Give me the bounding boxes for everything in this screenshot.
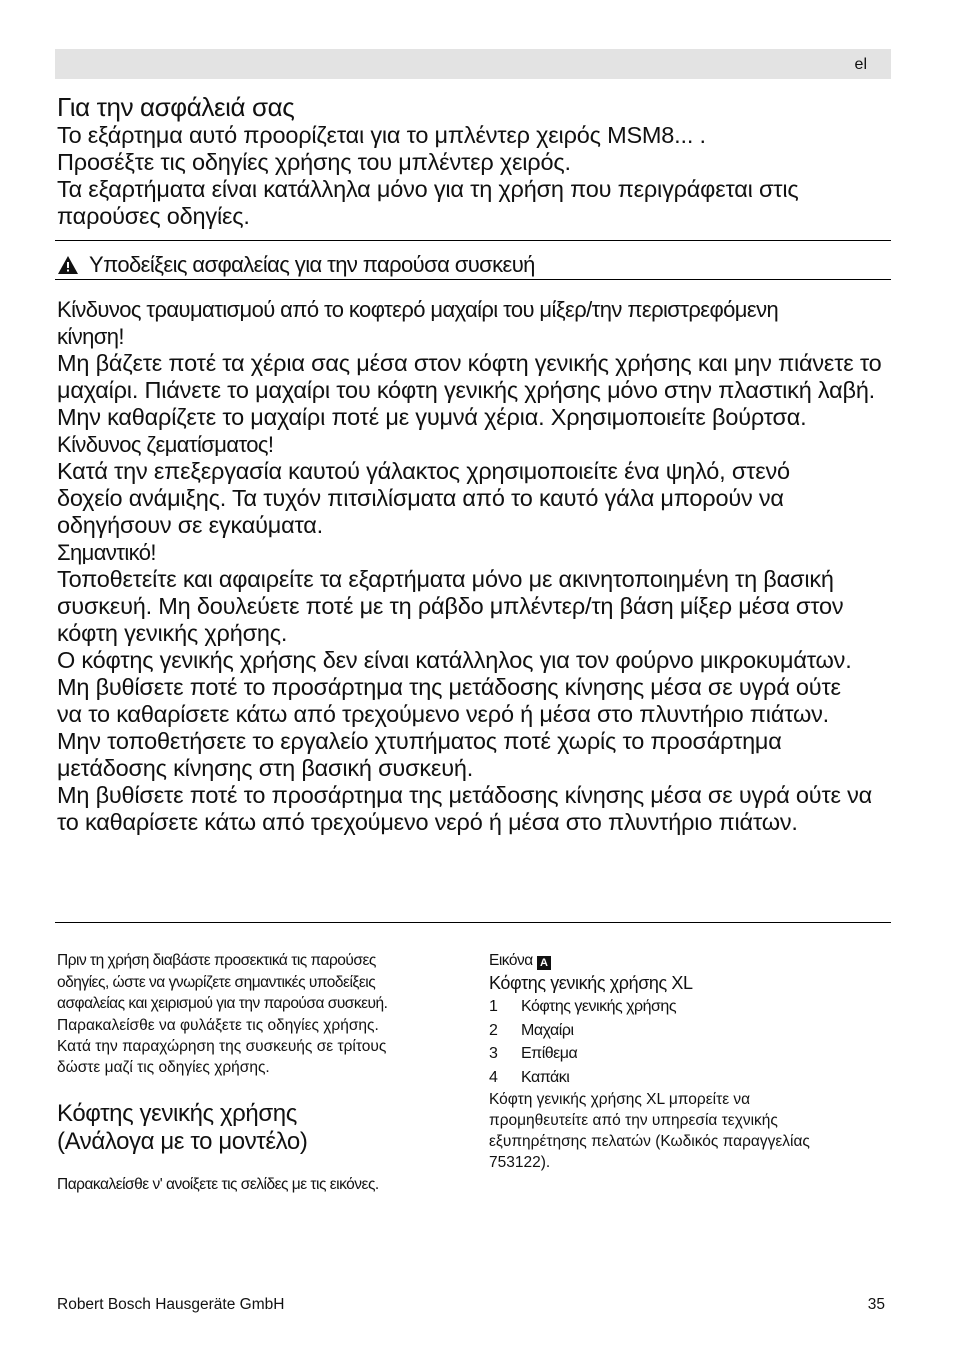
warning-triangle-icon <box>57 255 79 281</box>
important-text: Ο κόφτης γενικής χρήσης δεν είναι κατάλληλος για τον φούρνο μικροκυμάτων. Μη βυθίσετε ποτέ το προσάρτημα της μετάδοσης κίνησης μέσα σε υγρά ούτε να το καθαρίσετε κάτω από τρεχούμενο νερό ή μέσα στο πλυντήριο πιάτων. <box>57 647 852 727</box>
list-item <box>489 1019 869 1043</box>
list-item <box>489 1066 869 1090</box>
important-text: Μη βυθίσετε ποτέ το προσάρτημα της μετάδοσης κίνησης μέσα σε υγρά ούτε να το καθαρίσετε κάτω από τρεχούμενο νερό ή μέσα στο πλυντήριο πιάτων. <box>57 782 873 835</box>
safety-title: Για την ασφάλειά σας <box>57 92 295 122</box>
safety-line: Τα εξαρτήματα είναι κατάλληλα μόνο για τη χρήση που περιγράφεται στις παρούσες οδηγίες. <box>57 176 799 229</box>
divider <box>55 922 891 923</box>
section-heading: Κόφτης γενικής χρήσης (Ανάλογα με το μοντέλο) <box>57 1099 308 1155</box>
list-item <box>489 1042 869 1066</box>
parts-list-title: Κόφτης γενικής χρήσης XL <box>489 973 693 993</box>
safety-line: Προσέξτε τις οδηγίες χρήσης του μπλέντερ χειρός. <box>57 149 571 175</box>
part-label: Μαχαίρι <box>521 1021 574 1039</box>
language-header-bar <box>55 49 891 79</box>
open-pages-text: Παρακαλείσθε ν' ανοίξετε τις σελίδες με τις εικόνες. <box>57 1175 379 1193</box>
safety-line: Το εξάρτημα αυτό προορίζεται για το μπλέντερ χειρός MSM8... . <box>57 122 706 148</box>
part-label: Κόφτης γενικής χρήσης <box>521 998 677 1015</box>
availability-note: Κόφτη γενικής χρήσης XL μπορείτε να προμηθευτείτε από την υπηρεσία τεχνικής εξυπηρέτησης πελατών (Κωδικός παραγγελίας 753122). <box>489 1091 810 1171</box>
footer-company: Robert Bosch Hausgeräte GmbH <box>57 1296 285 1313</box>
figure-letter-badge: A <box>537 956 551 970</box>
transfer-instructions-text: Κατά την παραχώρηση της συσκευής σε τρίτους δώστε μαζί τις οδηγίες χρήσης. <box>57 1037 387 1076</box>
important-title: Σημαντικό! <box>57 540 156 565</box>
safety-section <box>57 92 897 230</box>
list-item <box>489 995 869 1019</box>
figure-label: Εικόνα <box>489 952 533 969</box>
injury-risk-text: Μη βάζετε ποτέ τα χέρια σας μέσα στον κόφτη γενικής χρήσης και μην πιάνετε το μαχαίρι. Πιάνετε το μαχαίρι του κόφτη γενικής χρήσης μόνο στην πλαστική λαβή. Μην καθαρίζετε το μαχαίρι ποτέ με γυμνά χέρια. Χρησιμοποιείτε βούρτσα. <box>57 350 882 430</box>
warning-heading: Υποδείξεις ασφαλείας για την παρούσα συσκευή <box>89 252 535 277</box>
injury-risk-title: Κίνδυνος τραυματισμού από το κοφτερό μαχαίρι του μίξερ/την περιστρεφόμενη κίνηση! <box>57 297 779 349</box>
keep-instructions-text: Παρακαλείσθε να φυλάξετε τις οδηγίες χρήσης. <box>57 1016 379 1034</box>
warning-content <box>57 296 897 836</box>
right-column <box>489 950 869 1173</box>
warning-heading-row <box>57 252 891 281</box>
language-code: el <box>854 56 867 73</box>
figure-reference <box>489 950 869 971</box>
important-text: Μην τοποθετήσετε το εργαλείο χτυπήματος ποτέ χωρίς το προσάρτημα μετάδοσης κίνησης στη βασική συσκευή. <box>57 728 782 781</box>
divider <box>55 240 891 241</box>
part-number: 1 <box>489 998 498 1015</box>
part-number: 2 <box>489 1021 498 1039</box>
divider <box>55 279 891 280</box>
part-number: 3 <box>489 1045 498 1062</box>
left-column <box>57 950 427 1195</box>
scald-risk-title: Κίνδυνος ζεματίσματος! <box>57 432 274 457</box>
part-label: Καπάκι <box>521 1068 570 1086</box>
intro-text: Πριν τη χρήση διαβάστε προσεκτικά τις παρούσες οδηγίες, ώστε να γνωρίζετε σημαντικές υποδείξεις ασφαλείας και χειρισμού για την παρούσα συσκευή. <box>57 952 388 1012</box>
part-number: 4 <box>489 1068 498 1086</box>
important-text: Τοποθετείτε και αφαιρείτε τα εξαρτήματα μόνο με ακινητοποιημένη τη βασική συσκευή. Μη δουλεύετε ποτέ με τη ράβδο μπλέντερ/τη βάση μίξερ μέσα στον κόφτη γενικής χρήσης. <box>57 566 844 646</box>
scald-risk-text: Κατά την επεξεργασία καυτού γάλακτος χρησιμοποιείτε ένα ψηλό, στενό δοχείο ανάμιξης. Τα τυχόν πιτσιλίσματα από το καυτό γάλα μπορούν να οδηγήσουν σε εγκαύματα. <box>57 458 790 538</box>
page-number: 35 <box>867 1296 885 1313</box>
part-label: Επίθεμα <box>521 1045 578 1062</box>
